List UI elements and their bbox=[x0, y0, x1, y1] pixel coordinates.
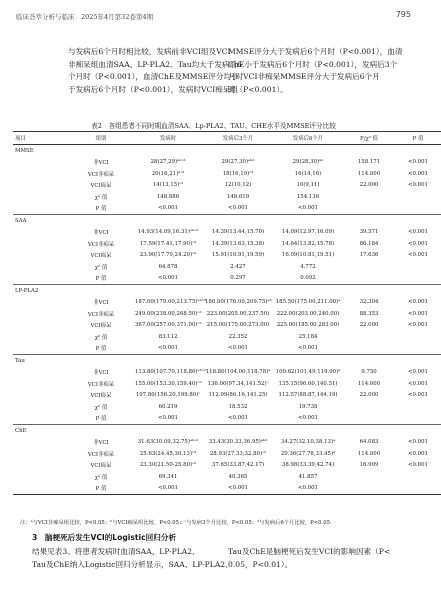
table-cell: 17.59(17.41,17.90)ᶜᵈ bbox=[139, 240, 197, 247]
table-cell: 154.136 bbox=[296, 193, 320, 200]
empty-cell bbox=[395, 215, 441, 227]
empty-cell bbox=[13, 378, 69, 390]
table-cell: 31.63(30.09,32.75)ᵃᵇᶜᵈ bbox=[137, 439, 199, 446]
table-cell: 148.886 bbox=[156, 193, 180, 200]
intro-paragraph-right bbox=[228, 46, 408, 96]
section-heading: 3 脑梗死后发生VCI的Logistic回归分析 bbox=[32, 533, 177, 542]
intro-paragraph-left bbox=[68, 46, 242, 96]
section-title: ChE bbox=[13, 425, 69, 437]
table-cell bbox=[395, 343, 441, 355]
table-cell: 非VCI bbox=[93, 370, 109, 377]
empty-cell bbox=[13, 401, 69, 413]
table-cell: VCI非痴呆 bbox=[87, 311, 115, 318]
table-cell: <0.001 bbox=[408, 310, 428, 317]
table-cell: VCI痴呆 bbox=[90, 253, 112, 260]
table-cell: 40.365 bbox=[228, 473, 248, 480]
table-cell: 28(27,29)ᵃᵇᶜᵈ bbox=[150, 159, 186, 166]
table-row bbox=[13, 437, 441, 449]
table-cell bbox=[343, 261, 395, 273]
table-cell: 2.427 bbox=[230, 263, 246, 270]
table-cell: 187.00(179.00,213.75)ᵃᵇᶜᵈ bbox=[135, 299, 206, 306]
header-cell: P 值 bbox=[395, 132, 441, 145]
table-cell: <0.001 bbox=[408, 462, 428, 469]
empty-cell bbox=[69, 425, 133, 437]
table-cell: 39.571 bbox=[359, 229, 379, 236]
empty-cell bbox=[69, 285, 133, 297]
table-cell bbox=[395, 401, 441, 413]
empty-cell bbox=[13, 308, 69, 320]
table-cell: χ² 值 bbox=[94, 474, 108, 481]
table-cell bbox=[395, 261, 441, 273]
empty-cell bbox=[203, 285, 273, 297]
text-line: Tau及ChE是脑梗死后发生VCI的影响因素（P< bbox=[228, 547, 391, 556]
table-row bbox=[13, 203, 441, 215]
table-cell: 149.619 bbox=[226, 193, 250, 200]
table-cell: <0.001 bbox=[133, 483, 203, 495]
table-cell: <0.001 bbox=[408, 380, 428, 387]
table-cell: 非VCI bbox=[93, 300, 109, 307]
empty-cell bbox=[13, 168, 69, 180]
table-cell: 18(16,19)ᶜᵈ bbox=[222, 170, 254, 177]
table-row bbox=[13, 297, 441, 309]
table-cell bbox=[395, 413, 441, 425]
table-cell: <0.001 bbox=[228, 415, 248, 422]
table-cell bbox=[395, 203, 441, 215]
empty-cell bbox=[343, 285, 395, 297]
table-cell: 19.738 bbox=[298, 403, 318, 410]
table-cell: 22.000 bbox=[359, 182, 379, 189]
table-cell: 非VCI bbox=[93, 440, 109, 447]
table-cell: <0.001 bbox=[408, 450, 428, 457]
table-cell: <0.001 bbox=[408, 182, 428, 189]
table-cell: 114.000 bbox=[357, 450, 381, 457]
section-title: Tau bbox=[13, 355, 69, 367]
table-cell: 29.36(27.78,33.45)ᵃ bbox=[280, 450, 336, 457]
table-cell: 34.27(32.10,38.13)ᵃ bbox=[280, 439, 336, 446]
table-cell: 112.09(86.16,141.25) bbox=[208, 392, 268, 399]
empty-cell bbox=[203, 425, 273, 437]
table-cell: 20(16,21)ᵃᶜᵈ bbox=[151, 170, 185, 177]
text-line: 与发病后6个月时相比较，发病前非VCI组及VCI bbox=[68, 47, 231, 56]
empty-cell bbox=[13, 413, 69, 425]
table-cell: 22.352 bbox=[228, 333, 248, 340]
empty-cell bbox=[343, 425, 395, 437]
table-row bbox=[13, 168, 441, 180]
table-cell bbox=[343, 273, 395, 285]
table-row bbox=[13, 401, 441, 413]
empty-cell bbox=[13, 191, 69, 203]
table-row bbox=[13, 273, 441, 285]
table-cell: 14.39(13.63,15.38) bbox=[211, 240, 265, 247]
table-cell: VCI痴呆 bbox=[90, 463, 112, 470]
table-cell: 0.092 bbox=[300, 275, 316, 282]
table-cell: 15.91(10.91,19.59) bbox=[211, 252, 265, 259]
section-title: LP-PLA2 bbox=[13, 285, 69, 297]
empty-cell bbox=[13, 273, 69, 285]
table-cell: 69.341 bbox=[158, 473, 178, 480]
section-title: MMSE bbox=[15, 147, 34, 154]
table-cell: 185.50(175.00,211.00)ᵃ bbox=[275, 299, 341, 306]
table-cell: 16(14,16) bbox=[294, 170, 322, 177]
table-cell: 249.00(238.00,268.50)ᶜᵈ bbox=[135, 310, 202, 317]
body-paragraph-right bbox=[228, 546, 408, 571]
table-cell bbox=[395, 273, 441, 285]
table-cell: <0.001 bbox=[408, 369, 428, 376]
table-cell bbox=[343, 471, 395, 483]
text-line: Tau及ChE纳入Logistic回归分析显示，SAA、LP-PLA2、 bbox=[32, 559, 233, 569]
table-cell: 135.15(96.60,140.51) bbox=[278, 380, 338, 387]
empty-cell bbox=[203, 215, 273, 227]
table-cell: P 值 bbox=[95, 276, 107, 283]
text-line: 结果见表3。将患者发病时血清SAA、LP-PLA2、 bbox=[32, 547, 200, 556]
empty-cell bbox=[343, 355, 395, 367]
table-cell: 4.772 bbox=[300, 263, 316, 270]
running-header bbox=[16, 12, 411, 24]
table-cell: <0.001 bbox=[408, 392, 428, 399]
table-cell bbox=[343, 191, 395, 203]
table-caption: 表2 各组患者不同时期血清SAA、Lp-PLA2、TAU、CHE水平及MMSE评分比较 bbox=[91, 122, 336, 130]
table-row bbox=[13, 367, 441, 379]
table-cell: VCI非痴呆 bbox=[87, 171, 115, 178]
table-cell: 14(13,15)ᶜᵈ bbox=[152, 182, 184, 189]
empty-cell bbox=[13, 320, 69, 332]
table-cell: 64.878 bbox=[158, 263, 178, 270]
table-cell: 114.000 bbox=[357, 170, 381, 177]
empty-cell bbox=[133, 145, 203, 157]
table-cell: 29(28,30)ᵃᵇ bbox=[292, 159, 324, 166]
table-cell: 10(9,11) bbox=[296, 182, 320, 189]
empty-cell bbox=[13, 460, 69, 472]
table-cell: 223.00(205.00,237.50) bbox=[206, 310, 270, 317]
table-cell bbox=[343, 331, 395, 343]
body-paragraph-left bbox=[32, 546, 233, 571]
empty-cell bbox=[395, 425, 441, 437]
table-cell bbox=[343, 203, 395, 215]
table-cell: 22.000 bbox=[359, 392, 379, 399]
empty-cell bbox=[273, 215, 343, 227]
empty-cell bbox=[395, 355, 441, 367]
empty-cell bbox=[203, 145, 273, 157]
empty-cell bbox=[273, 355, 343, 367]
table-cell: 16.909 bbox=[359, 462, 379, 469]
empty-cell bbox=[13, 437, 69, 449]
empty-cell bbox=[69, 215, 133, 227]
table-cell: 23.90(17.70,24.20)ᶜᵈ bbox=[139, 252, 197, 259]
table-cell: VCI非痴呆 bbox=[87, 451, 115, 458]
table-cell: 88.353 bbox=[359, 310, 379, 317]
table-cell: 155.00(153.30,159.40)ᶜᵈ bbox=[135, 380, 202, 387]
table-cell: <0.001 bbox=[228, 205, 248, 212]
table-cell: χ² 值 bbox=[94, 264, 108, 271]
empty-cell bbox=[13, 343, 69, 355]
table-cell: 32.304 bbox=[359, 299, 379, 306]
table-cell: 0.297 bbox=[230, 275, 246, 282]
table-cell: <0.001 bbox=[408, 170, 428, 177]
table-cell: 14.39(13.44,15.70) bbox=[211, 229, 265, 236]
table-cell: 38.98(33.39,42.74) bbox=[281, 462, 335, 469]
table-cell bbox=[343, 343, 395, 355]
table-cell: 225.00(185.00,283.00) bbox=[276, 322, 340, 329]
table-cell: 16.09(10.81,19.51) bbox=[281, 252, 335, 259]
table-row bbox=[13, 390, 441, 402]
empty-cell bbox=[133, 285, 203, 297]
table-cell: 23.30(21.50-25.80)ᶜᵈ bbox=[139, 462, 197, 469]
table-row bbox=[13, 471, 441, 483]
table-cell bbox=[343, 413, 395, 425]
empty-cell bbox=[273, 145, 343, 157]
table-cell: 18.532 bbox=[228, 403, 248, 410]
table-row bbox=[13, 483, 441, 495]
empty-cell bbox=[133, 355, 203, 367]
table-cell: 12(10,12) bbox=[224, 182, 252, 189]
text-line: 个月时（P<0.001），血清ChE及MMSE评分均小 bbox=[68, 72, 239, 81]
empty-cell bbox=[395, 285, 441, 297]
table-cell: 215.00(175.00,273.00) bbox=[206, 322, 270, 329]
table-cell: 222.00(203.00,240.00) bbox=[276, 310, 340, 317]
table-cell: VCI非痴呆 bbox=[87, 381, 115, 388]
empty-cell bbox=[273, 425, 343, 437]
empty-cell bbox=[273, 285, 343, 297]
table-cell: 9.750 bbox=[361, 369, 377, 376]
empty-cell bbox=[395, 145, 441, 157]
text-line: 非痴呆组血清SAA、LP-PLA2、Tau均大于发病后6 bbox=[68, 59, 242, 69]
table-cell: <0.001 bbox=[408, 439, 428, 446]
table-cell: 25.184 bbox=[298, 333, 318, 340]
table-row bbox=[13, 157, 441, 169]
table-cell: <0.001 bbox=[408, 252, 428, 259]
text-line: 0.05，P<0.01）。 bbox=[228, 559, 293, 569]
empty-cell bbox=[13, 331, 69, 343]
table-cell: <0.001 bbox=[408, 322, 428, 329]
table-cell: VCI痴呆 bbox=[90, 183, 112, 190]
empty-cell bbox=[13, 250, 69, 262]
empty-cell bbox=[343, 145, 395, 157]
table-cell: <0.001 bbox=[158, 345, 178, 352]
table-row bbox=[13, 250, 441, 262]
table-cell: <0.001 bbox=[408, 229, 428, 236]
results-table bbox=[13, 131, 441, 495]
empty-cell bbox=[13, 483, 69, 495]
text-line: 时（P<0.001）。 bbox=[228, 84, 288, 94]
table-cell: <0.001 bbox=[203, 483, 273, 495]
empty-cell bbox=[133, 215, 203, 227]
table-row bbox=[13, 227, 441, 239]
table-cell: 367.00(257.00,371.00)ᶜᵈ bbox=[135, 322, 202, 329]
table-cell: χ² 值 bbox=[94, 404, 108, 411]
empty-cell bbox=[13, 261, 69, 273]
table-cell: P 值 bbox=[69, 483, 133, 495]
table-cell: 14.93(14.09,16.31)ᵃᵇᶜᵈ bbox=[137, 229, 199, 236]
empty-cell bbox=[133, 425, 203, 437]
table-row bbox=[13, 261, 441, 273]
table-cell: 136.00(97.34,141.52)ᶜ bbox=[207, 380, 269, 387]
table-cell: 41.857 bbox=[298, 473, 318, 480]
table-cell: VCI痴呆 bbox=[90, 393, 112, 400]
table-cell: 25.63(24.45,30.13)ᶜᵈ bbox=[139, 450, 197, 457]
table-row bbox=[13, 413, 441, 425]
table-cell: <0.001 bbox=[298, 205, 318, 212]
journal-issue: 临床荟萃分析与临床 2025年4月第32卷第4期 bbox=[16, 13, 154, 21]
table-cell: <0.001 bbox=[158, 415, 178, 422]
table-cell: 37.65(33.87,42.17) bbox=[211, 462, 265, 469]
table-cell: 64.083 bbox=[359, 439, 379, 446]
text-line: ChE小于发病后6个月时（P<0.001），发病后3个 bbox=[228, 59, 398, 69]
table-header-row bbox=[13, 132, 441, 145]
header-cell: 发病后3个月 bbox=[203, 132, 273, 145]
text-line: 于发病后6个月时（P<0.001），发病时VCI痴呆组 bbox=[68, 84, 239, 94]
empty-cell bbox=[13, 297, 69, 309]
table-cell: 112.57(88.87,144.19) bbox=[278, 392, 338, 399]
empty-cell bbox=[13, 471, 69, 483]
table-cell bbox=[395, 471, 441, 483]
table-cell: <0.001 bbox=[298, 345, 318, 352]
empty-cell bbox=[13, 203, 69, 215]
table-cell: <0.001 bbox=[158, 205, 178, 212]
table-cell: <0.001 bbox=[408, 240, 428, 247]
section-row bbox=[13, 215, 441, 227]
table-cell bbox=[343, 483, 395, 495]
section-row bbox=[13, 145, 441, 157]
table-row bbox=[13, 180, 441, 192]
table-row bbox=[13, 448, 441, 460]
table-row bbox=[13, 320, 441, 332]
table-cell: 83.112 bbox=[158, 333, 178, 340]
header-cell: 组别 bbox=[69, 132, 133, 145]
table-cell: 22.000 bbox=[359, 322, 379, 329]
table-footnote: 注：ᵃ与VCI非痴呆组比较，P<0.05；ᵇ与VCI痴呆组比较，P<0.05；ᶜ与发病3个月比较，P<0.05；ᵈ与发病后6个月比较，P<0.05 bbox=[20, 520, 330, 526]
table-cell: χ² 值 bbox=[94, 194, 108, 201]
section-row bbox=[13, 425, 441, 437]
table-cell: 197.80(156.20,199.80)ᶜ bbox=[135, 392, 201, 399]
empty-cell bbox=[203, 355, 273, 367]
empty-cell bbox=[13, 157, 69, 169]
table-cell bbox=[395, 483, 441, 495]
table-cell: VCI非痴呆 bbox=[87, 241, 115, 248]
table-row bbox=[13, 378, 441, 390]
table-cell: 86.184 bbox=[359, 240, 379, 247]
table-cell: <0.001 bbox=[408, 299, 428, 306]
table-cell: <0.001 bbox=[408, 159, 428, 166]
empty-cell bbox=[69, 145, 133, 157]
table-cell: <0.001 bbox=[228, 345, 248, 352]
table-row bbox=[13, 308, 441, 320]
table-cell: 186.00(176.00,209.75)ᵃᵇ bbox=[205, 299, 272, 306]
table-cell: 非VCI bbox=[93, 160, 109, 167]
table-cell: P 值 bbox=[95, 346, 107, 353]
empty-cell bbox=[69, 355, 133, 367]
table-row bbox=[13, 460, 441, 472]
section-row bbox=[13, 355, 441, 367]
table-cell bbox=[343, 401, 395, 413]
empty-cell bbox=[13, 390, 69, 402]
empty-cell bbox=[13, 367, 69, 379]
section-title: SAA bbox=[13, 215, 69, 227]
table-cell: 109.62(101.49,119.90)ᵃ bbox=[275, 369, 341, 376]
table-cell: 33.43(30.33,36.95)ᵃᵇᵈ bbox=[208, 439, 268, 446]
table-cell: P 值 bbox=[95, 206, 107, 213]
table-cell: <0.001 bbox=[298, 415, 318, 422]
table-row bbox=[13, 343, 441, 355]
table-row bbox=[13, 238, 441, 250]
table-cell: 113.80(107.70,118.80)ᵃᵇᶜᵈ bbox=[135, 369, 206, 376]
empty-cell bbox=[13, 448, 69, 460]
table-body bbox=[13, 145, 441, 495]
table-cell: 60.219 bbox=[158, 403, 178, 410]
text-line: MMSE评分大于发病后6个月时（P<0.001），血清 bbox=[228, 47, 403, 56]
empty-cell bbox=[13, 227, 69, 239]
section-row bbox=[13, 285, 441, 297]
empty-cell bbox=[13, 180, 69, 192]
header-cell: F/χ² 值 bbox=[343, 132, 395, 145]
table-cell: 114.000 bbox=[357, 380, 381, 387]
table-cell: P 值 bbox=[95, 416, 107, 423]
table-cell: 28.93(27.33,32.80)ᶜᵈ bbox=[209, 450, 267, 457]
header-cell: 发病后6个月 bbox=[273, 132, 343, 145]
empty-cell bbox=[13, 238, 69, 250]
table-row bbox=[13, 331, 441, 343]
header-cell: 发病时 bbox=[133, 132, 203, 145]
table-cell: 14.64(13.82,15.78) bbox=[281, 240, 335, 247]
table-cell bbox=[395, 331, 441, 343]
table-cell: 17.636 bbox=[359, 252, 379, 259]
table-cell: 29(27,30)ᵃᵇᵈ bbox=[221, 159, 255, 166]
header-cell: 项目 bbox=[13, 132, 69, 145]
table-row bbox=[13, 191, 441, 203]
table-cell: <0.001 bbox=[158, 275, 178, 282]
table-cell bbox=[395, 191, 441, 203]
table-cell: <0.001 bbox=[273, 483, 343, 495]
table-cell: χ² 值 bbox=[94, 334, 108, 341]
table-cell: 118.80(104.00,118.78)ᵃ bbox=[205, 369, 271, 376]
table-cell: 158.171 bbox=[357, 159, 381, 166]
empty-cell bbox=[343, 215, 395, 227]
table-cell: 非VCI bbox=[93, 230, 109, 237]
text-line: 月时VCI非痴呆MMSE评分大于发病后6个月 bbox=[228, 72, 380, 81]
table-cell: VCI痴呆 bbox=[90, 323, 112, 330]
page-number: 795 bbox=[395, 10, 411, 19]
table-cell: 14.09(12.97,16.09) bbox=[281, 229, 335, 236]
